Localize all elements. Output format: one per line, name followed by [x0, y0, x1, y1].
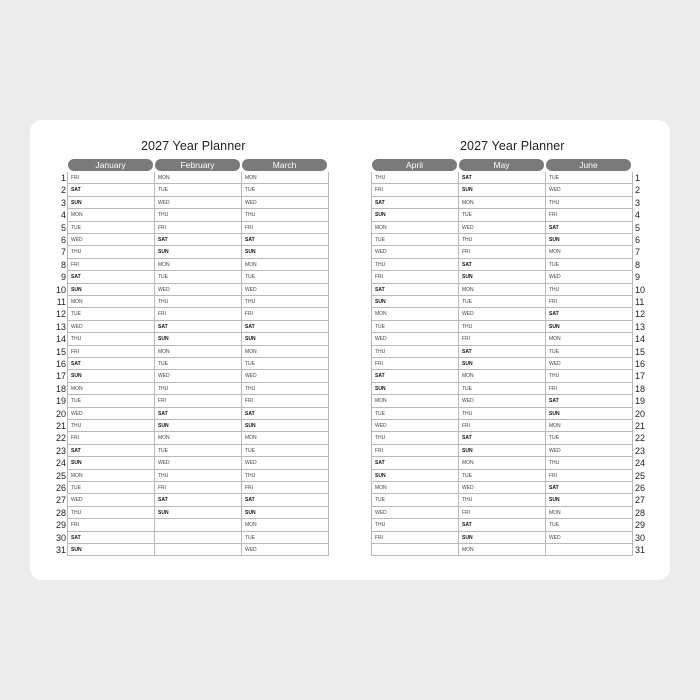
day-cell-february[interactable]: WED [154, 284, 241, 296]
day-cell-june[interactable]: FRI [545, 383, 632, 395]
day-cell-march[interactable]: SUN [241, 420, 328, 432]
day-cell-january[interactable]: THU [67, 246, 154, 258]
day-cell-april[interactable]: THU [371, 172, 458, 184]
day-cell-march[interactable]: FRI [241, 482, 328, 494]
day-number: 24 [55, 458, 66, 469]
day-cell-february[interactable]: MON [154, 259, 241, 271]
day-cell-march[interactable]: WED [241, 197, 328, 209]
day-cell-june[interactable]: SAT [545, 308, 632, 320]
day-number: 7 [60, 247, 66, 258]
day-number: 6 [635, 235, 641, 245]
day-cell-march[interactable]: SAT [241, 408, 328, 420]
day-cell-june[interactable]: SAT [545, 482, 632, 494]
day-cell-march[interactable]: THU [241, 209, 328, 221]
day-number: 3 [60, 197, 66, 208]
table-right-border [632, 172, 633, 556]
day-cell-january[interactable]: WED [67, 321, 154, 333]
day-number: 28 [635, 507, 646, 518]
day-cell-april[interactable]: THU [371, 259, 458, 271]
day-cell-march[interactable]: MON [241, 432, 328, 444]
day-cell-june[interactable]: THU [545, 370, 632, 382]
day-number: 11 [635, 297, 645, 307]
day-number: 3 [635, 197, 641, 208]
day-number: 26 [635, 483, 646, 493]
planner-sheet [30, 120, 670, 580]
day-cell-february[interactable]: MON [154, 432, 241, 444]
table-right-border [328, 172, 329, 556]
day-cell-june[interactable]: TUE [545, 432, 632, 444]
day-cell-january[interactable]: THU [67, 333, 154, 345]
day-cell-february[interactable]: WED [154, 370, 241, 382]
day-cell-january[interactable]: MON [67, 383, 154, 395]
day-cell-may[interactable]: SAT [458, 432, 545, 444]
day-cell-february[interactable]: SUN [154, 420, 241, 432]
day-cell-january[interactable]: TUE [67, 395, 154, 407]
day-cell-march[interactable]: THU [241, 296, 328, 308]
day-cell-january[interactable]: SAT [67, 184, 154, 196]
day-cell-january[interactable]: SAT [67, 445, 154, 457]
day-cell-april[interactable]: THU [371, 519, 458, 531]
page-title: 2027 Year Planner [141, 139, 246, 153]
month-header-february: February [155, 159, 240, 171]
day-cell-may[interactable]: SUN [458, 358, 545, 370]
month-header-march: March [242, 159, 327, 171]
day-cell-january[interactable]: FRI [67, 432, 154, 444]
day-cell-may[interactable]: MON [458, 544, 545, 556]
day-cell-may[interactable]: SUN [458, 445, 545, 457]
day-number: 2 [60, 185, 66, 196]
day-cell-june[interactable]: WED [545, 532, 632, 544]
day-number: 16 [635, 359, 646, 369]
day-cell-april[interactable]: MON [371, 308, 458, 320]
day-number: 28 [55, 507, 66, 518]
day-number: 27 [635, 495, 646, 506]
day-cell-april[interactable]: SUN [371, 209, 458, 221]
day-number: 27 [55, 495, 66, 506]
day-cell-february[interactable]: FRI [154, 482, 241, 494]
day-cell-may[interactable]: TUE [458, 383, 545, 395]
day-cell-january[interactable]: SAT [67, 271, 154, 283]
day-number: 23 [55, 445, 66, 456]
day-number: 1 [60, 173, 66, 183]
day-cell-january[interactable]: TUE [67, 482, 154, 494]
day-number: 11 [56, 297, 66, 307]
day-cell-february[interactable]: TUE [154, 358, 241, 370]
day-cell-april[interactable]: SAT [371, 284, 458, 296]
day-cell-june[interactable]: THU [545, 457, 632, 469]
day-cell-april[interactable]: MON [371, 222, 458, 234]
day-cell-january[interactable]: SUN [67, 284, 154, 296]
day-cell-may[interactable]: THU [458, 408, 545, 420]
day-cell-may[interactable]: TUE [458, 470, 545, 482]
month-header-january: January [68, 159, 153, 171]
day-cell-february[interactable]: SAT [154, 408, 241, 420]
day-number: 15 [55, 346, 66, 357]
day-number: 1 [635, 173, 641, 183]
day-number: 22 [55, 433, 66, 444]
day-number: 5 [60, 222, 66, 233]
day-cell-april[interactable]: FRI [371, 184, 458, 196]
day-cell-june[interactable]: WED [545, 184, 632, 196]
day-cell-march[interactable]: MON [241, 259, 328, 271]
day-cell-january[interactable]: WED [67, 408, 154, 420]
day-cell-march[interactable]: MON [241, 346, 328, 358]
day-number: 20 [635, 408, 646, 419]
day-cell-may[interactable]: MON [458, 197, 545, 209]
day-cell-february[interactable]: WED [154, 197, 241, 209]
day-cell-may[interactable]: THU [458, 494, 545, 506]
day-cell-february[interactable]: MON [154, 346, 241, 358]
day-cell-june[interactable]: MON [545, 420, 632, 432]
day-number: 25 [635, 470, 646, 481]
day-cell-february[interactable]: THU [154, 209, 241, 221]
day-cell-may[interactable]: FRI [458, 246, 545, 258]
day-cell-june[interactable]: MON [545, 246, 632, 258]
day-cell-february[interactable]: SAT [154, 321, 241, 333]
day-cell-june[interactable]: TUE [545, 172, 632, 184]
day-cell-march[interactable]: SAT [241, 234, 328, 246]
month-header-june: June [546, 159, 631, 171]
day-number: 15 [635, 346, 646, 357]
day-cell-april[interactable]: SAT [371, 370, 458, 382]
day-number: 23 [635, 445, 646, 456]
day-cell-may[interactable]: MON [458, 370, 545, 382]
day-cell-march[interactable]: SUN [241, 246, 328, 258]
day-cell-march[interactable]: SUN [241, 507, 328, 519]
day-number: 16 [55, 359, 66, 369]
day-cell-january[interactable]: FRI [67, 346, 154, 358]
day-number: 5 [635, 222, 641, 233]
day-cell-april[interactable] [371, 544, 458, 556]
day-cell-june[interactable]: FRI [545, 296, 632, 308]
day-cell-march[interactable]: TUE [241, 358, 328, 370]
day-cell-march[interactable]: THU [241, 470, 328, 482]
day-cell-june[interactable]: WED [545, 271, 632, 283]
day-number: 24 [635, 458, 646, 469]
day-cell-march[interactable]: WED [241, 544, 328, 556]
day-cell-june[interactable]: MON [545, 507, 632, 519]
day-cell-may[interactable]: SAT [458, 519, 545, 531]
day-cell-may[interactable]: THU [458, 234, 545, 246]
day-cell-april[interactable]: TUE [371, 494, 458, 506]
day-cell-june[interactable]: SUN [545, 321, 632, 333]
page-title: 2027 Year Planner [460, 139, 565, 153]
day-number: 29 [635, 520, 646, 531]
day-number: 10 [635, 284, 646, 295]
day-cell-march[interactable]: MON [241, 172, 328, 184]
day-cell-may[interactable]: TUE [458, 209, 545, 221]
day-cell-march[interactable]: FRI [241, 222, 328, 234]
day-cell-february[interactable]: THU [154, 383, 241, 395]
day-cell-january[interactable]: SUN [67, 457, 154, 469]
day-cell-may[interactable]: FRI [458, 333, 545, 345]
day-cell-june[interactable]: WED [545, 358, 632, 370]
day-number: 6 [60, 235, 66, 245]
day-cell-may[interactable]: WED [458, 482, 545, 494]
day-cell-june[interactable]: TUE [545, 259, 632, 271]
planner-page-left [52, 120, 352, 580]
day-cell-january[interactable]: FRI [67, 259, 154, 271]
day-cell-february[interactable]: SAT [154, 234, 241, 246]
planner-page-right [371, 120, 671, 580]
day-cell-june[interactable]: WED [545, 445, 632, 457]
day-cell-june[interactable]: THU [545, 197, 632, 209]
day-cell-april[interactable]: FRI [371, 445, 458, 457]
day-number: 17 [635, 371, 646, 382]
day-number: 21 [635, 421, 646, 431]
day-cell-may[interactable]: FRI [458, 420, 545, 432]
day-cell-february[interactable]: SUN [154, 246, 241, 258]
day-number: 29 [55, 520, 66, 531]
day-cell-may[interactable]: SUN [458, 271, 545, 283]
day-cell-may[interactable]: WED [458, 395, 545, 407]
day-number: 12 [635, 309, 646, 320]
day-cell-april[interactable]: SAT [371, 197, 458, 209]
day-cell-april[interactable]: SAT [371, 457, 458, 469]
day-cell-march[interactable]: WED [241, 370, 328, 382]
day-cell-may[interactable]: MON [458, 457, 545, 469]
day-cell-may[interactable]: SAT [458, 346, 545, 358]
day-number: 21 [55, 421, 66, 431]
day-number: 25 [55, 470, 66, 481]
day-cell-january[interactable]: TUE [67, 308, 154, 320]
day-number: 14 [635, 334, 646, 345]
day-cell-february[interactable] [154, 544, 241, 556]
day-number: 13 [635, 321, 646, 332]
day-cell-june[interactable]: FRI [545, 470, 632, 482]
day-cell-february[interactable]: FRI [154, 222, 241, 234]
day-cell-march[interactable]: THU [241, 383, 328, 395]
day-cell-june[interactable]: SUN [545, 408, 632, 420]
month-header-may: May [459, 159, 544, 171]
day-cell-april[interactable]: WED [371, 507, 458, 519]
day-cell-february[interactable] [154, 519, 241, 531]
day-cell-may[interactable]: WED [458, 222, 545, 234]
day-cell-february[interactable]: SAT [154, 494, 241, 506]
day-cell-march[interactable]: SAT [241, 321, 328, 333]
day-cell-march[interactable]: TUE [241, 184, 328, 196]
day-number: 9 [60, 272, 66, 283]
day-cell-may[interactable]: WED [458, 308, 545, 320]
day-number: 22 [635, 433, 646, 444]
day-cell-january[interactable]: SAT [67, 532, 154, 544]
day-cell-march[interactable]: WED [241, 284, 328, 296]
day-cell-january[interactable]: MON [67, 296, 154, 308]
day-cell-january[interactable]: MON [67, 209, 154, 221]
day-cell-april[interactable]: SUN [371, 383, 458, 395]
day-cell-march[interactable]: WED [241, 457, 328, 469]
day-cell-april[interactable]: MON [371, 395, 458, 407]
day-cell-february[interactable] [154, 532, 241, 544]
day-cell-april[interactable]: WED [371, 420, 458, 432]
day-cell-may[interactable]: TUE [458, 296, 545, 308]
day-cell-january[interactable]: SUN [67, 197, 154, 209]
day-cell-february[interactable]: TUE [154, 271, 241, 283]
day-cell-january[interactable]: WED [67, 494, 154, 506]
day-number: 12 [55, 309, 66, 320]
day-cell-april[interactable]: FRI [371, 532, 458, 544]
day-cell-march[interactable]: TUE [241, 445, 328, 457]
day-cell-january[interactable]: FRI [67, 172, 154, 184]
day-cell-march[interactable]: MON [241, 519, 328, 531]
day-cell-june[interactable]: SUN [545, 494, 632, 506]
day-cell-april[interactable]: TUE [371, 234, 458, 246]
day-cell-april[interactable]: THU [371, 346, 458, 358]
day-cell-april[interactable]: FRI [371, 358, 458, 370]
day-cell-february[interactable]: FRI [154, 308, 241, 320]
day-cell-june[interactable]: SAT [545, 222, 632, 234]
day-cell-june[interactable]: TUE [545, 519, 632, 531]
day-number: 4 [60, 210, 66, 221]
day-number: 17 [55, 371, 66, 382]
day-number: 18 [55, 383, 66, 394]
day-cell-april[interactable]: WED [371, 246, 458, 258]
day-cell-june[interactable] [545, 544, 632, 556]
day-cell-march[interactable]: SAT [241, 494, 328, 506]
day-cell-may[interactable]: SUN [458, 184, 545, 196]
day-cell-february[interactable]: WED [154, 457, 241, 469]
day-cell-february[interactable]: THU [154, 296, 241, 308]
day-cell-april[interactable]: SUN [371, 470, 458, 482]
day-cell-april[interactable]: FRI [371, 271, 458, 283]
day-cell-june[interactable]: FRI [545, 209, 632, 221]
day-cell-january[interactable]: FRI [67, 519, 154, 531]
day-cell-april[interactable]: WED [371, 333, 458, 345]
day-cell-january[interactable]: WED [67, 234, 154, 246]
day-number: 18 [635, 383, 646, 394]
day-cell-february[interactable]: SUN [154, 333, 241, 345]
day-cell-january[interactable]: MON [67, 470, 154, 482]
day-cell-may[interactable]: MON [458, 284, 545, 296]
day-cell-april[interactable]: THU [371, 432, 458, 444]
day-number: 9 [635, 272, 641, 283]
day-cell-april[interactable]: MON [371, 482, 458, 494]
day-cell-april[interactable]: TUE [371, 321, 458, 333]
day-cell-april[interactable]: TUE [371, 408, 458, 420]
day-number: 14 [55, 334, 66, 345]
day-number: 8 [60, 259, 66, 270]
day-number: 8 [635, 259, 641, 270]
day-cell-march[interactable]: FRI [241, 308, 328, 320]
day-cell-may[interactable]: SAT [458, 172, 545, 184]
day-cell-june[interactable]: SAT [545, 395, 632, 407]
day-number: 31 [635, 545, 646, 555]
day-number: 13 [55, 321, 66, 332]
day-cell-january[interactable]: TUE [67, 222, 154, 234]
day-cell-february[interactable]: TUE [154, 445, 241, 457]
month-header-april: April [372, 159, 457, 171]
day-cell-june[interactable]: MON [545, 333, 632, 345]
day-number: 7 [635, 247, 641, 258]
day-cell-february[interactable]: SUN [154, 507, 241, 519]
day-cell-january[interactable]: SUN [67, 370, 154, 382]
day-cell-february[interactable]: THU [154, 470, 241, 482]
day-cell-june[interactable]: SUN [545, 234, 632, 246]
day-number: 19 [635, 396, 646, 407]
day-cell-february[interactable]: MON [154, 172, 241, 184]
day-cell-march[interactable]: TUE [241, 532, 328, 544]
day-number: 4 [635, 210, 641, 221]
day-cell-may[interactable]: SUN [458, 532, 545, 544]
day-cell-june[interactable]: TUE [545, 346, 632, 358]
day-cell-march[interactable]: TUE [241, 271, 328, 283]
day-cell-may[interactable]: THU [458, 321, 545, 333]
day-cell-april[interactable]: SUN [371, 296, 458, 308]
day-cell-march[interactable]: FRI [241, 395, 328, 407]
day-cell-june[interactable]: THU [545, 284, 632, 296]
day-number: 19 [55, 396, 66, 407]
day-number: 20 [55, 408, 66, 419]
day-cell-february[interactable]: FRI [154, 395, 241, 407]
day-cell-march[interactable]: SUN [241, 333, 328, 345]
day-number: 26 [55, 483, 66, 493]
day-cell-january[interactable]: SUN [67, 544, 154, 556]
day-cell-january[interactable]: THU [67, 420, 154, 432]
day-number: 2 [635, 185, 641, 196]
day-number: 31 [55, 545, 66, 555]
day-number: 30 [55, 532, 66, 543]
day-number: 10 [55, 284, 66, 295]
day-number: 30 [635, 532, 646, 543]
day-cell-may[interactable]: SAT [458, 259, 545, 271]
day-cell-february[interactable]: TUE [154, 184, 241, 196]
day-cell-january[interactable]: SAT [67, 358, 154, 370]
day-cell-may[interactable]: FRI [458, 507, 545, 519]
day-cell-january[interactable]: THU [67, 507, 154, 519]
